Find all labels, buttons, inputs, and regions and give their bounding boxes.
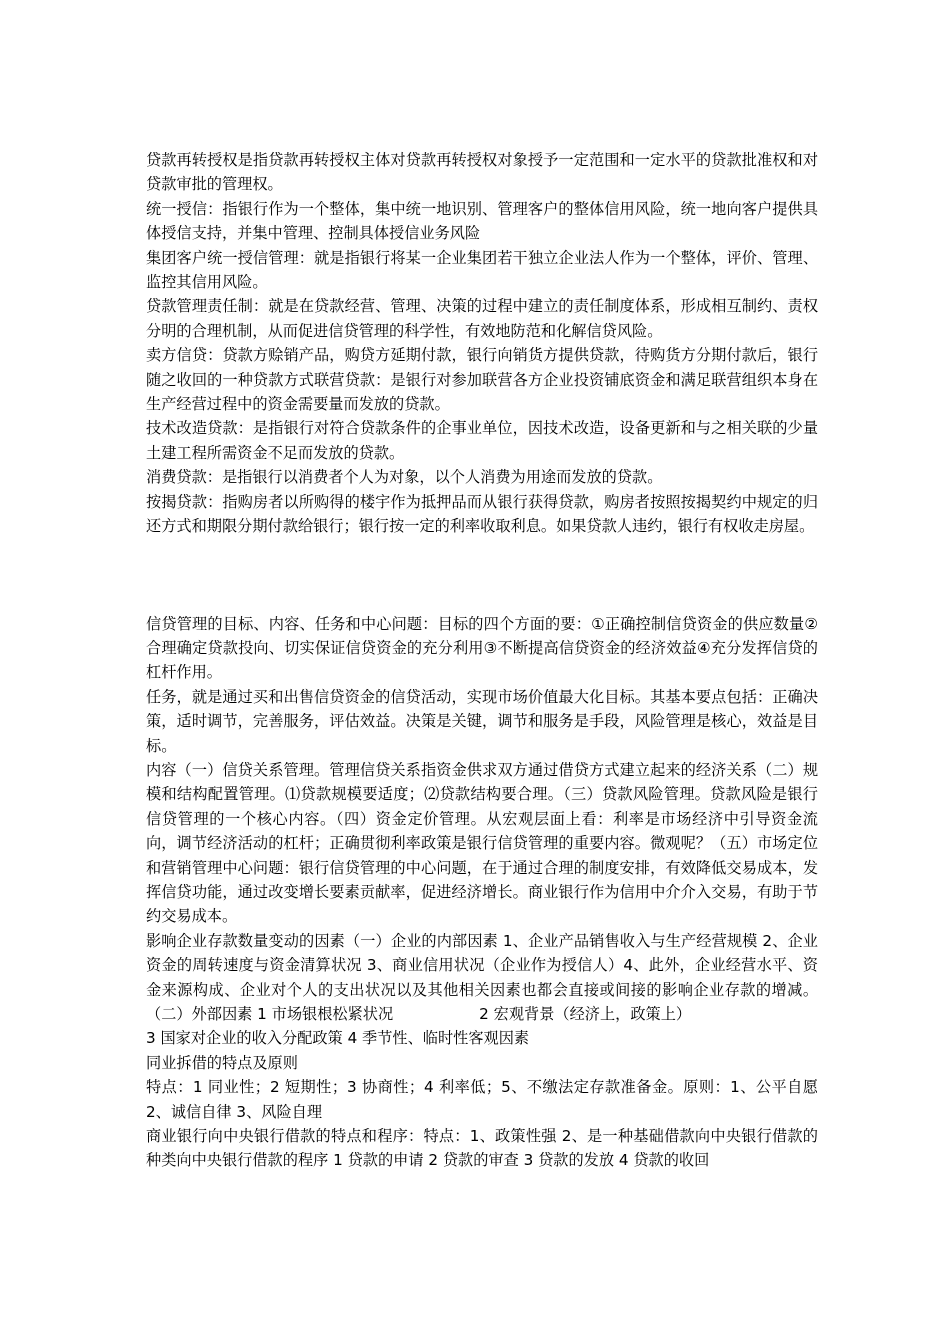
paragraph-group-credit-management: 集团客户统一授信管理：就是指银行将某一企业集团若干独立企业法人作为一个整体，评价、管理、监控其信用风险。: [146, 248, 818, 292]
deposit-factors-text: 影响企业存款数量变动的因素（一）企业的内部因素 1、企业产品销售收入与生产经营规模 2、企业资金的周转速度与资金清算状况 3、商业信用状况（企业作为授信人）4、此外，企业经营水平、资金来源构成、企业对个人的支出状况以及其他相关因素也都会直接或间接的影响企业存款的增减。（二）外部因素 1 市场银根松紧状况: [146, 931, 818, 1023]
paragraph-unified-credit: 统一授信：指银行作为一个整体，集中统一地识别、管理客户的整体信用风险，统一地向客户提供具体授信支持，并集中管理、控制具体授信业务风险: [146, 199, 818, 243]
heading-interbank-lending: 同业拆借的特点及原则: [146, 1053, 298, 1072]
paragraph-central-bank-borrowing: 商业银行向中央银行借款的特点和程序：特点：1、政策性强 2、是一种基础借款向中央银行借款的种类向中央银行借款的程序 1 贷款的申请 2 贷款的审查 3 贷款的发放 4 贷款的收回: [146, 1127, 818, 1170]
section-spacer: [146, 539, 818, 612]
deposit-factors-macro: 2 宏观背景（经济上，政策上）: [479, 1005, 692, 1023]
paragraph-interbank-features: 特点：1 同业性；2 短期性；3 协商性；4 利率低；5、不缴法定存款准备金。原则：1、公平自愿 2、诚信自律 3、风险自理: [146, 1078, 818, 1121]
paragraph-loan-responsibility: 贷款管理责任制：就是在贷款经营、管理、决策的过程中建立的责任制度体系，形成相互制约、责权分明的合理机制，从而促进信贷管理的科学性，有效地防范和化解信贷风险。: [146, 297, 818, 340]
document-page: [146, 148, 818, 1173]
paragraph-tech-renovation-loan: 技术改造贷款：是指银行对符合贷款条件的企事业单位，因技术改造，设备更新和与之相关联的少量土建工程所需资金不足而发放的贷款。: [146, 419, 818, 462]
paragraph-credit-management-tasks: 任务，就是通过买和出售信贷资金的信贷活动，实现市场价值最大化目标。其基本要点包括：正确决策，适时调节，完善服务，评估效益。决策是关键，调节和服务是手段，风险管理是核心，效益是目标。: [146, 687, 818, 755]
paragraph-credit-management-content: 内容（一）信贷关系管理。管理信贷关系指资金供求双方通过借贷方式建立起来的经济关系（二）规模和结构配置管理。⑴贷款规模要适度；⑵贷款结构要合理。（三）贷款风险管理。贷款风险是银行信贷管理的一个核心内容。（四）资金定价管理。从宏观层面上看：利率是市场经济中引导资金流向，调节经济活动的杠杆；正确贯彻利率政策是银行信贷管理的重要内容。微观呢？（五）市场定位和营销管理中心问题：银行信贷管理的中心问题，在于通过合理的制度安排，有效降低交易成本，发挥信贷功能，通过改变增长要素贡献率，促进经济增长。商业银行作为信用中介介入交易，有助于节约交易成本。: [146, 760, 818, 926]
paragraph-mortgage-loan: 按揭贷款：指购房者以所购得的楼宇作为抵押品而从银行获得贷款，购房者按照按揭契约中规定的归还方式和期限分期付款给银行；银行按一定的利率收取利息。如果贷款人违约，银行有权收走房屋。: [146, 492, 818, 536]
paragraph-income-distribution: 3 国家对企业的收入分配政策 4 季节性、临时性客观因素: [146, 1029, 530, 1048]
paragraph-seller-credit: 卖方信贷：贷款方赊销产品，购贷方延期付款，银行向销货方提供贷款，待购货方分期付款后，银行随之收回的一种贷款方式联营贷款：是银行对参加联营各方企业投资铺底资金和满足联营组织本身在生产经营过程中的资金需要量而发放的贷款。: [146, 346, 818, 414]
paragraph-loan-reauthorization: 贷款再转授权是指贷款再转授权主体对贷款再转授权对象授予一定范围和一定水平的贷款批准权和对贷款审批的管理权。: [146, 151, 818, 194]
paragraph-deposit-factors: [146, 929, 818, 1027]
paragraph-credit-management-goals: 信贷管理的目标、内容、任务和中心问题：目标的四个方面的要：①正确控制信贷资金的供应数量②合理确定贷款投向、切实保证信贷资金的充分利用③不断提高信贷资金的经济效益④充分发挥信贷的杠杆作用。: [146, 614, 818, 682]
paragraph-consumer-loan: 消费贷款：是指银行以消费者个人为对象，以个人消费为用途而发放的贷款。: [146, 468, 663, 487]
